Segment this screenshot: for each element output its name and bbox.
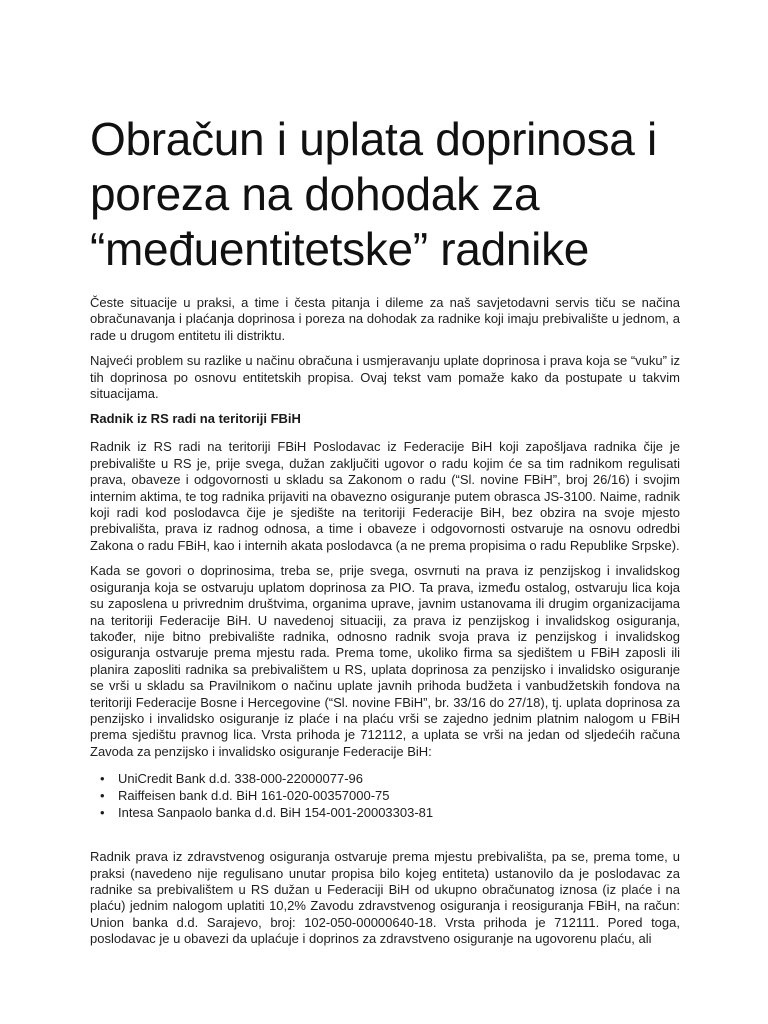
section-subheading: Radnik iz RS radi na teritoriji FBiH	[90, 411, 301, 427]
document-page	[90, 112, 680, 957]
list-item	[90, 770, 680, 787]
list-item	[90, 787, 680, 804]
bullet-icon: •	[100, 788, 105, 804]
bullet-icon: •	[100, 805, 105, 821]
intro-paragraph-1: Česte situacije u praksi, a time i česta pitanja i dileme za naš savjetodavni servis tiču se načina obračunavanja i plaćanja doprinosa i poreza na dohodak za radnike koji imaju prebivalište u jednom, a rade u drugom entitetu ili distriktu.	[90, 295, 680, 343]
paragraph-after-list: Radnik prava iz zdravstvenog osiguranja ostvaruje prema mjestu prebivališta, pa se, prema tome, u praksi (navedeno nije regulisano unutar propisa bilo kojeg entiteta) ustanovilo da je poslodavac za radnike sa prebivalištem u RS dužan u Federaciji BiH od ukupno obračunatog iznosa (iz plaće i na plaću) jednim nalogom uplatiti 10,2% Zavodu zdravstvenog osiguranja i reosiguranja FBiH, na račun: Union banka d.d. Sarajevo, broj: 102-050-00000640-18. Vrsta prihoda je 712111. Pored toga, poslodavac je u obavezi da uplaćuje i doprinos za zdravstveno osiguranje na ugovorenu plaću, ali	[90, 849, 680, 947]
main-paragraph-2: Kada se govori o doprinosima, treba se, prije svega, osvrnuti na prava iz penzijskog i invalidskog osiguranja koja se ostvaruju uplatom doprinosa za PIO. Ta prava, između ostalog, ostvaruju lica koja su zaposlena u privrednim društvima, organima uprave, javnim ustanovama ili drugim organizacijama na teritoriji Federacije BiH. U navedenoj situaciji, za prava iz penzijskog i invalidskog osiguranja, također, nije bitno prebivalište radnika, odnosno radnik svoja prava iz penzijskog i invalidskog osiguranja ostvaruje prema mjestu rada. Prema tome, ukoliko firma sa sjedištem u FBiH zaposli ili planira zaposliti radnika sa prebivalištem u RS, uplata doprinosa za penzijsko i invalidsko osiguranje se vrši u skladu sa Pravilnikom o načinu uplate javnih prihoda budžeta i vanbudžetskih fondova na teritoriji Federacije Bosne i Hercegovine (“Sl. novine FBiH”, br. 33/16 do 27/18), tj. uplata doprinosa za penzijsko i invalidsko osiguranje iz plaće i na plaću vrši se zajedno jednim platnim nalogom u FBiH prema sjedištu pravnog lica. Vrsta prihoda je 712112, a uplata se vrši na jedan od sljedećih računa Zavoda za penzijsko i invalidsko osiguranje Federacije BiH:	[90, 563, 680, 759]
bullet-icon: •	[100, 771, 105, 787]
intro-paragraph-2: Najveći problem su razlike u načinu obračuna i usmjeravanju uplate doprinosa i prava koja se “vuku” iz tih doprinosa po osnovu entitetskih propisa. Ovaj tekst vam pomaže kako da postupate u takvim situacijama.	[90, 353, 680, 402]
main-paragraph-1: Radnik iz RS radi na teritoriji FBiH Poslodavac iz Federacije BiH koji zapošljava radnika čije je prebivalište u RS je, prije svega, dužan zaključiti ugovor o radu kojim će sa tim radnikom regulisati prava, obaveze i odgovornosti u skladu sa Zakonom o radu (“Sl. novine FBiH”, broj 26/16) i svojim internim aktima, te tog radnika prijaviti na obavezno osiguranje putem obrasca JS-3100. Naime, radnik koji radi kod poslodavca čije je sjedište na teritoriji Federacije BiH, bez obzira na svoje mjesto prebivališta, prava iz radnog odnosa, a time i obaveze i odgovornosti ostvaruje na osnovu odredbi Zakona o radu FBiH, kao i internih akata poslodavca (a ne prema propisima o radu Republike Srpske).	[90, 439, 680, 553]
bank-account-text: UniCredit Bank d.d. 338-000-22000077-96	[118, 771, 364, 787]
bank-account-text: Intesa Sanpaolo banka d.d. BiH 154-001-20003303-81	[118, 805, 434, 821]
bank-account-list	[90, 770, 680, 821]
page-title: Obračun i uplata doprinosa i poreza na dohodak za “međuentitetske” radnike	[90, 113, 657, 275]
bank-account-text: Raiffeisen bank d.d. BiH 161-020-00357000-75	[118, 788, 390, 804]
list-item	[90, 804, 680, 821]
